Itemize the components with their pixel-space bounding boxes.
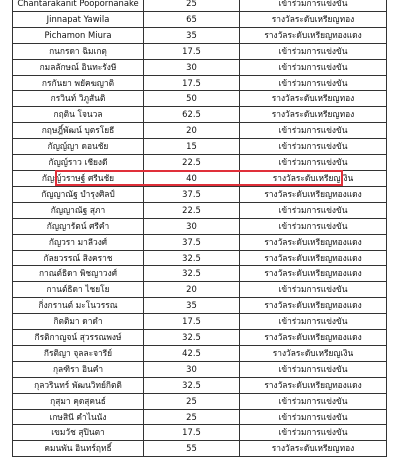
score-cell: 30 <box>144 59 240 75</box>
score-cell: 32.5 <box>144 250 240 266</box>
award-cell: รางวัลระดับเหรียญทองแดง <box>240 377 387 393</box>
score-cell: 22.5 <box>144 202 240 218</box>
score-cell: 30 <box>144 218 240 234</box>
score-cell: 20 <box>144 123 240 139</box>
table-row <box>13 250 387 266</box>
table-row <box>13 266 387 282</box>
name-cell: กิตติมา ดาดำ <box>13 314 144 330</box>
name-cell: กีรติกาญจน์ สุวรรณพงษ์ <box>13 330 144 346</box>
table-row <box>13 409 387 425</box>
score-cell: 55 <box>144 441 240 457</box>
award-cell: เข้าร่วมการแข่งขัน <box>240 75 387 91</box>
name-cell: กัญญ์วราษฐ์ ศรีนชัย <box>13 170 144 186</box>
score-cell: 37.5 <box>144 234 240 250</box>
name-cell: กุสุมา คุดสุคนธ์ <box>13 393 144 409</box>
score-cell: 25 <box>144 409 240 425</box>
award-cell: เข้าร่วมการแข่งขัน <box>240 361 387 377</box>
name-cell: Jinnapat Yawila <box>13 11 144 27</box>
score-cell: 42.5 <box>144 345 240 361</box>
table-row <box>13 345 387 361</box>
table-row <box>13 234 387 250</box>
award-cell: รางวัลระดับเหรียญทอง <box>240 441 387 457</box>
award-cell: รางวัลระดับเหรียญทองแดง <box>240 186 387 202</box>
table-row <box>13 393 387 409</box>
award-cell: รางวัลระดับเหรียญทอง <box>240 107 387 123</box>
results-table-body <box>13 0 387 457</box>
name-cell: กมลลักษณ์ อินทะรังษี <box>13 59 144 75</box>
table-row <box>13 43 387 59</box>
name-cell: กัญญาณัฐ สุภา <box>13 202 144 218</box>
table-row <box>13 11 387 27</box>
table-row <box>13 155 387 171</box>
award-cell: เข้าร่วมการแข่งขัน <box>240 282 387 298</box>
award-cell: รางวัลระดับเหรียญทองแดง <box>240 250 387 266</box>
name-cell: กาณต์ธิดา พิชญาวงศ์ <box>13 266 144 282</box>
score-cell: 15 <box>144 139 240 155</box>
award-cell: เข้าร่วมการแข่งขัน <box>240 155 387 171</box>
score-cell: 35 <box>144 298 240 314</box>
score-cell: 20 <box>144 282 240 298</box>
award-cell: รางวัลระดับเหรียญทอง <box>240 11 387 27</box>
award-cell: รางวัลระดับเหรียญเงิน <box>240 345 387 361</box>
award-cell: เข้าร่วมการแข่งขัน <box>240 425 387 441</box>
table-row <box>13 27 387 43</box>
score-cell: 62.5 <box>144 107 240 123</box>
award-cell: รางวัลระดับเหรียญทองแดง <box>240 330 387 346</box>
award-cell: รางวัลระดับเหรียญทองแดง <box>240 266 387 282</box>
name-cell: กฤติน โจนวล <box>13 107 144 123</box>
table-row <box>13 107 387 123</box>
table-row <box>13 170 387 186</box>
name-cell: Pichamon Miura <box>13 27 144 43</box>
name-cell: กัญญารัตน์ ศรีคำ <box>13 218 144 234</box>
award-cell: เข้าร่วมการแข่งขัน <box>240 43 387 59</box>
name-cell: คมนพัน อินทร์ฤทธิ์ <box>13 441 144 457</box>
table-row <box>13 123 387 139</box>
name-cell: กรกันยา พยัคฆญาติ <box>13 75 144 91</box>
name-cell: กุลฑิรา อินคำ <box>13 361 144 377</box>
award-cell: เข้าร่วมการแข่งขัน <box>240 123 387 139</box>
table-row <box>13 75 387 91</box>
name-cell: กีรติญา จุลละจารีย์ <box>13 345 144 361</box>
score-cell: 65 <box>144 11 240 27</box>
table-row <box>13 0 387 11</box>
award-cell: รางวัลระดับเหรียญทอง <box>240 91 387 107</box>
name-cell: กนกรดา ฉิมเกตุ <box>13 43 144 59</box>
results-table <box>12 0 387 457</box>
score-cell: 25 <box>144 393 240 409</box>
name-cell: กฤษฎิ์พัฒน์ บุตรโยธี <box>13 123 144 139</box>
name-cell: กิ่งกรานต์ มะโนวรรณ <box>13 298 144 314</box>
score-cell: 30 <box>144 361 240 377</box>
name-cell: กานต์ธิดา ไชยโย <box>13 282 144 298</box>
score-cell: 17.5 <box>144 425 240 441</box>
name-cell: กัญญ์ราว เชียงดี <box>13 155 144 171</box>
score-cell: 32.5 <box>144 377 240 393</box>
table-row <box>13 186 387 202</box>
name-cell: Chantarakanit Poopornanake <box>13 0 144 11</box>
name-cell: กัญญ์ญา ดอนชัย <box>13 139 144 155</box>
name-cell: กัลยวรรณ์ สิงคราช <box>13 250 144 266</box>
table-row <box>13 377 387 393</box>
table-row <box>13 59 387 75</box>
award-cell: เข้าร่วมการแข่งขัน <box>240 202 387 218</box>
table-row <box>13 91 387 107</box>
score-cell: 22.5 <box>144 155 240 171</box>
award-cell: รางวัลระดับเหรียญทองแดง <box>240 234 387 250</box>
award-cell: เข้าร่วมการแข่งขัน <box>240 314 387 330</box>
table-row <box>13 361 387 377</box>
award-cell: เข้าร่วมการแข่งขัน <box>240 393 387 409</box>
table-row <box>13 298 387 314</box>
score-cell: 50 <box>144 91 240 107</box>
name-cell: เขมวัช สุปินตา <box>13 425 144 441</box>
table-row <box>13 218 387 234</box>
award-cell: รางวัลระดับเหรียญเงิน <box>240 170 387 186</box>
table-row <box>13 425 387 441</box>
score-cell: 32.5 <box>144 266 240 282</box>
score-cell: 35 <box>144 27 240 43</box>
award-cell: รางวัลระดับเหรียญทองแดง <box>240 298 387 314</box>
score-cell: 40 <box>144 170 240 186</box>
score-cell: 17.5 <box>144 314 240 330</box>
award-cell: รางวัลระดับเหรียญทองแดง <box>240 27 387 43</box>
table-row <box>13 282 387 298</box>
award-cell: เข้าร่วมการแข่งขัน <box>240 0 387 11</box>
table-row <box>13 314 387 330</box>
name-cell: เกษสินี คำไนนัง <box>13 409 144 425</box>
name-cell: กุลวรินทร์ พัฒนวิทย์กิตติ <box>13 377 144 393</box>
table-row <box>13 330 387 346</box>
score-cell: 25 <box>144 0 240 11</box>
table-row <box>13 202 387 218</box>
score-cell: 37.5 <box>144 186 240 202</box>
award-cell: เข้าร่วมการแข่งขัน <box>240 218 387 234</box>
award-cell: เข้าร่วมการแข่งขัน <box>240 139 387 155</box>
award-cell: เข้าร่วมการแข่งขัน <box>240 59 387 75</box>
score-cell: 17.5 <box>144 75 240 91</box>
name-cell: กัญญาณัฐ บำรุงศิลป์ <box>13 186 144 202</box>
score-cell: 32.5 <box>144 330 240 346</box>
table-row <box>13 139 387 155</box>
score-cell: 17.5 <box>144 43 240 59</box>
name-cell: กัญวรา มาลีวงศ์ <box>13 234 144 250</box>
table-row <box>13 441 387 457</box>
name-cell: กรวินท์ วิภูสันติ <box>13 91 144 107</box>
award-cell: เข้าร่วมการแข่งขัน <box>240 409 387 425</box>
